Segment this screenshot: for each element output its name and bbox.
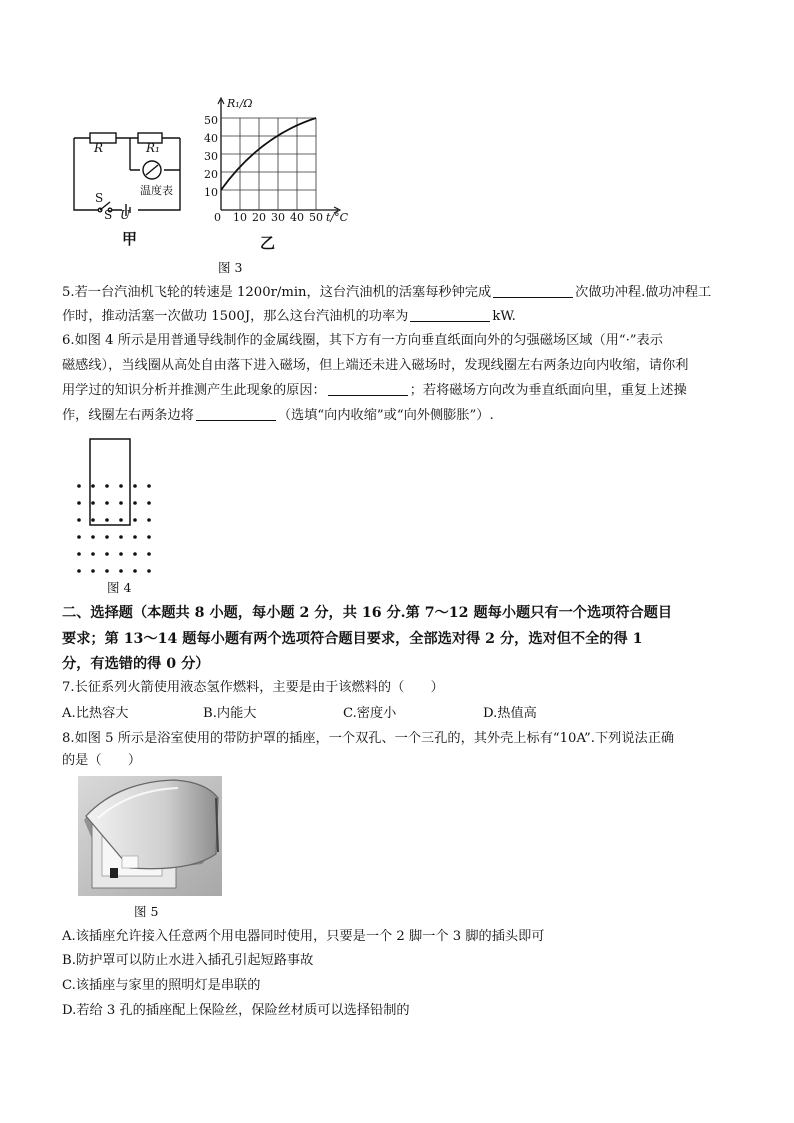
fig5-caption: 图 5 — [134, 904, 159, 919]
y-tick-label: 20 — [204, 168, 218, 181]
label-switch-s-2: S — [104, 208, 113, 222]
q5-blank-1[interactable] — [493, 283, 573, 298]
field-dot — [91, 484, 95, 488]
field-dot — [91, 552, 95, 556]
field-dot — [133, 552, 137, 556]
graph-x-tick-0: 0 — [214, 211, 221, 224]
field-dot — [105, 552, 109, 556]
fig4-coil-magnetic-field — [68, 436, 158, 576]
field-dot — [119, 569, 123, 573]
field-dot — [91, 569, 95, 573]
field-dot — [133, 535, 137, 539]
q8-option-a[interactable]: A.该插座允许接入任意两个用电器同时使用，只要是一个 2 脚一个 3 脚的插头即可 — [62, 929, 545, 944]
fig3-caption-yi: 乙 — [260, 234, 276, 252]
label-r: R — [94, 141, 104, 155]
q5-line1 — [62, 281, 742, 305]
q5-text-d: kW. — [492, 309, 516, 324]
fig4-caption: 图 4 — [107, 580, 132, 595]
section2-heading-line2: 要求；第 13～14 题每小题有两个选项符合题目要求，全部选对得 2 分，选对但不全的得 1 — [62, 631, 643, 647]
field-dot — [105, 484, 109, 488]
field-dot — [133, 484, 137, 488]
field-dot — [147, 569, 151, 573]
field-dot — [119, 535, 123, 539]
fig5-socket-image — [78, 776, 222, 896]
field-dot — [119, 518, 123, 522]
field-dot — [147, 535, 151, 539]
field-dot — [147, 518, 151, 522]
q7-option-c[interactable]: C.密度小 — [343, 706, 397, 721]
field-dot — [91, 518, 95, 522]
q6-blank-2[interactable] — [196, 406, 276, 421]
q6-text-d: （选填“向内收缩”或“向外侧膨胀”）. — [277, 408, 494, 423]
field-dot — [105, 518, 109, 522]
field-dot — [77, 569, 81, 573]
q6-blank-1[interactable] — [328, 381, 408, 396]
field-dot — [133, 501, 137, 505]
label-voltage-u: U — [120, 208, 131, 222]
q8-option-c[interactable]: C.该插座与家里的照明灯是串联的 — [62, 978, 261, 993]
field-dot — [77, 518, 81, 522]
field-dot — [147, 552, 151, 556]
q6-text-c: 作，线圈左右两条边将 — [62, 408, 194, 423]
graph-y-axis-label: R₁/Ω — [227, 97, 253, 110]
q5-text-a: 5.若一台汽油机飞轮的转速是 1200r/min，这台汽油机的活塞每秒钟完成 — [62, 285, 492, 300]
q7-option-b[interactable]: B.内能大 — [203, 706, 257, 721]
y-tick-label: 40 — [204, 132, 218, 145]
field-dot — [77, 552, 81, 556]
field-dot — [91, 501, 95, 505]
fig3-caption: 图 3 — [218, 260, 243, 275]
q7-option-d[interactable]: D.热值高 — [483, 706, 537, 721]
field-dot — [147, 484, 151, 488]
graph-y-ticks — [204, 112, 218, 202]
y-tick-label: 10 — [204, 186, 218, 199]
field-dot — [105, 501, 109, 505]
q6-text-a: 用学过的知识分析并推测产生此现象的原因： — [62, 383, 326, 398]
q6-text-b: ；若将磁场方向改为垂直纸面向里，重复上述操 — [409, 383, 687, 398]
section2-heading-line3: 分，有选错的得 0 分） — [62, 656, 210, 672]
q8-line2: 的是（ ） — [62, 753, 142, 768]
q6-line3 — [62, 379, 742, 403]
q5-text-c: 作时，推动活塞一次做功 1500J，那么这台汽油机的功率为 — [62, 309, 409, 324]
field-dot — [77, 501, 81, 505]
field-dot — [147, 501, 151, 505]
field-dot — [77, 535, 81, 539]
q8-line1: 8.如图 5 所示是浴室使用的带防护罩的插座，一个双孔、一个三孔的，其外壳上标有“10A”.下列说法正确 — [62, 731, 675, 746]
graph-x-tick-50: 50 — [309, 211, 323, 224]
graph-x-tick-10: 10 — [233, 211, 247, 224]
field-dot — [77, 484, 81, 488]
field-dot — [91, 535, 95, 539]
q6-line4 — [62, 404, 742, 428]
field-dot — [133, 518, 137, 522]
y-tick-label: 50 — [204, 114, 218, 127]
graph-x-tick-30: 30 — [271, 211, 285, 224]
section2-heading-line1: 二、选择题（本题共 8 小题，每小题 2 分，共 16 分.第 7～12 题每小题只有一个选项符合题目 — [62, 605, 673, 621]
q5-text-b: 次做功冲程.做功冲程工 — [575, 285, 712, 300]
fig3-caption-jia: 甲 — [122, 230, 138, 248]
q7-option-a[interactable]: A.比热容大 — [62, 706, 129, 721]
q5-line2 — [62, 305, 742, 329]
graph-x-tick-40: 40 — [290, 211, 304, 224]
q8-option-b[interactable]: B.防护罩可以防止水进入插孔引起短路事故 — [62, 953, 314, 968]
field-dot — [105, 535, 109, 539]
field-dot — [119, 552, 123, 556]
q6-line2: 磁感线），当线圈从高处自由落下进入磁场，但上端还未进入磁场时，发现线圈左右两条边向内收缩，请你利 — [62, 358, 689, 373]
label-r1: R₁ — [146, 141, 160, 155]
graph-x-axis-label: t/°C — [326, 211, 349, 224]
field-dot — [105, 569, 109, 573]
field-dot — [133, 569, 137, 573]
field-dot — [119, 501, 123, 505]
q5-blank-2[interactable] — [410, 307, 490, 322]
graph-x-tick-20: 20 — [252, 211, 266, 224]
label-switch-s: S — [95, 191, 104, 205]
q7-stem: 7.长征系列火箭使用液态氢作燃料，主要是由于该燃料的（ ） — [62, 680, 444, 695]
label-meter: 温度表 — [140, 184, 173, 197]
y-tick-label: 30 — [204, 150, 218, 163]
q8-option-d[interactable]: D.若给 3 孔的插座配上保险丝，保险丝材质可以选择铅制的 — [62, 1003, 410, 1018]
field-dot — [119, 484, 123, 488]
q6-line1: 6.如图 4 所示是用普通导线制作的金属线圈，其下方有一方向垂直纸面向外的匀强磁场区域（用“·”表示 — [62, 333, 663, 348]
fig3-graph — [200, 96, 345, 228]
